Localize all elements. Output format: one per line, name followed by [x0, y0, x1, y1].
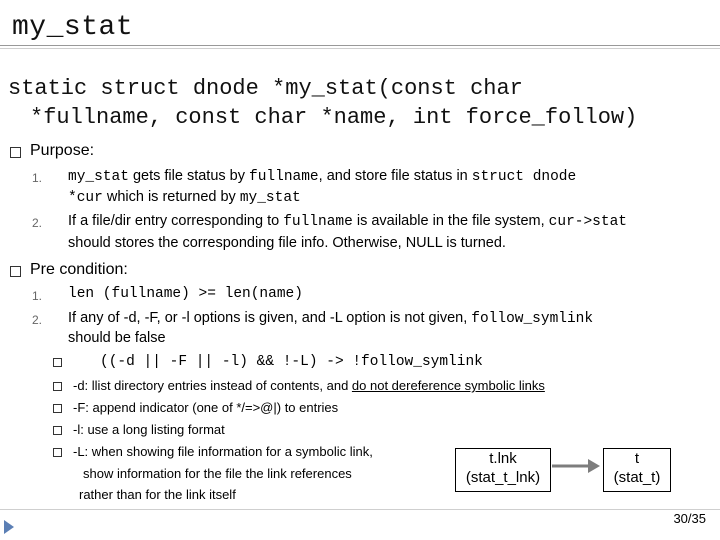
code-token: *cur: [68, 190, 103, 206]
bullet-box-icon: [10, 266, 21, 277]
footer-divider: [0, 509, 720, 510]
title-divider-light: [0, 48, 720, 49]
title-divider: [0, 45, 720, 46]
node-label: t: [634, 450, 640, 467]
purpose-item-2-line2: should stores the corresponding file info. Otherwise, NULL is turned.: [68, 235, 506, 251]
list-number: 2.: [32, 313, 43, 327]
precondition-item-1: len (fullname) >= len(name): [68, 286, 303, 302]
text-segment: If a file/dir entry corresponding to: [68, 213, 284, 229]
option-d: [73, 378, 545, 393]
list-number: 1.: [32, 171, 43, 185]
purpose-item-1-line1: [68, 168, 576, 185]
bullet-box-icon: [53, 382, 62, 391]
code-token: cur->stat: [548, 214, 627, 230]
option-L-line3: rather than for the link itself: [79, 487, 236, 502]
list-number: 1.: [32, 289, 43, 303]
text-segment: gets file status by: [128, 168, 250, 184]
bullet-box-icon: [53, 448, 62, 457]
logic-expression: ((-d || -F || -l) && !-L) -> !follow_symlink: [100, 354, 483, 370]
option-L-line2: show information for the file the link references: [83, 466, 352, 481]
target-node: [603, 448, 671, 492]
nav-arrow-icon[interactable]: [4, 520, 14, 534]
purpose-item-1-line2: [68, 189, 301, 206]
code-token: my_stat: [68, 169, 129, 185]
text-segment: -d: llist directory entries instead of contents, and: [73, 378, 352, 393]
code-token: fullname: [249, 169, 319, 185]
node-label: t.lnk: [489, 450, 517, 467]
function-signature-line1: static struct dnode *my_stat(const char: [8, 76, 523, 101]
text-segment: , and store file status in: [318, 168, 472, 184]
code-token: struct dnode: [471, 169, 577, 185]
slide-title: my_stat: [12, 12, 134, 43]
node-sublabel: (stat_t_lnk): [465, 469, 541, 486]
code-token: my_stat: [239, 190, 301, 206]
arrow-icon: [550, 456, 602, 476]
bullet-box-icon: [53, 426, 62, 435]
code-token: follow_symlink: [471, 311, 594, 327]
node-sublabel: (stat_t): [613, 469, 661, 486]
option-L-line1: -L: when showing file information for a symbolic link,: [73, 444, 373, 459]
bullet-box-icon: [53, 358, 62, 367]
precondition-item-2-line1: [68, 310, 593, 327]
bullet-box-icon: [10, 147, 21, 158]
purpose-heading: Purpose:: [30, 142, 95, 159]
option-F: -F: append indicator (one of */=>@|) to entries: [73, 400, 339, 415]
bullet-box-icon: [53, 404, 62, 413]
underlined-text: do not dereference symbolic links: [351, 378, 545, 393]
function-signature-line2: *fullname, const char *name, int force_follow): [30, 105, 638, 130]
code-token: fullname: [283, 214, 353, 230]
text-segment: If any of -d, -F, or -l options is given, and -L option is not given,: [68, 310, 472, 326]
precondition-item-2-line2: should be false: [68, 330, 166, 346]
list-number: 2.: [32, 216, 43, 230]
slide-number: 30/35: [673, 511, 706, 526]
option-l: -l: use a long listing format: [73, 422, 225, 437]
symlink-node: [455, 448, 551, 492]
precondition-heading: Pre condition:: [30, 261, 128, 278]
text-segment: is available in the file system,: [352, 213, 549, 229]
text-segment: which is returned by: [102, 189, 240, 205]
purpose-item-2-line1: [68, 213, 627, 230]
